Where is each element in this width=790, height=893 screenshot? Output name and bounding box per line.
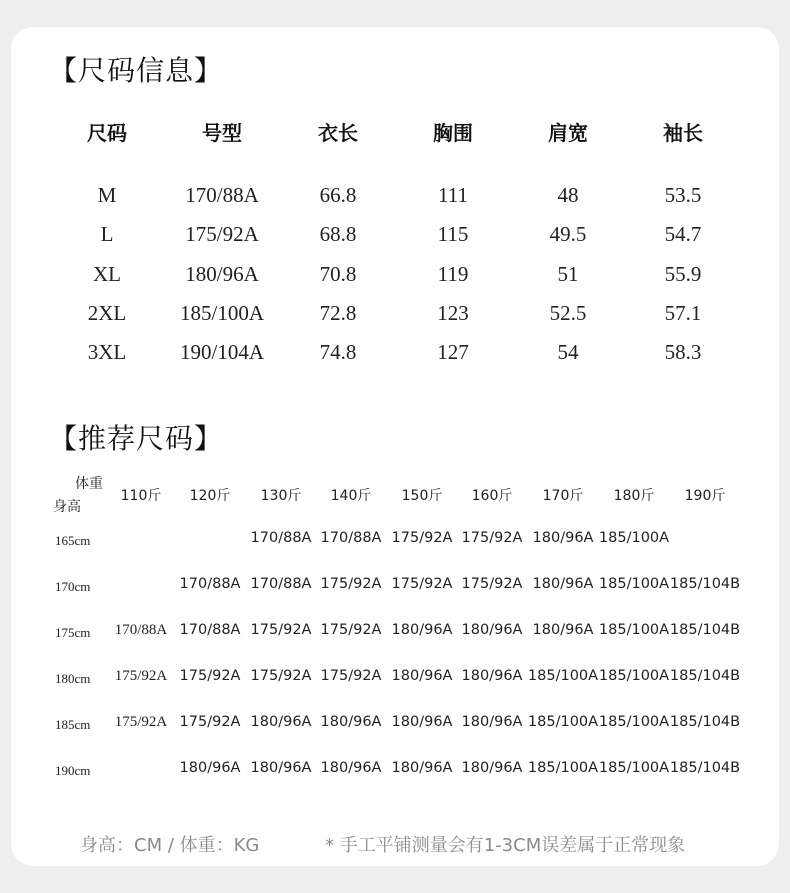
size-info-cell: 115 [437, 222, 469, 247]
recommend-cell: 180/96A [461, 714, 523, 730]
weight-header-cell: 150斤 [401, 488, 443, 504]
recommend-cell: 175/92A [320, 622, 382, 638]
recommend-cell: 170/88A [179, 576, 241, 592]
recommend-cell: 180/96A [179, 760, 241, 776]
recommend-cell: 185/104B [669, 622, 741, 638]
recommend-cell: 185/100A [598, 576, 670, 592]
size-info-header-cell: 胸围 [433, 121, 473, 145]
size-info-cell: 170/88A [185, 183, 259, 207]
recommend-title: 【推荐尺码】 [49, 422, 224, 455]
size-info-cell: 48 [557, 183, 579, 207]
size-info-cell: 68.8 [319, 222, 357, 247]
size-info-cell: 127 [437, 340, 469, 365]
size-info-cell: 123 [437, 300, 469, 325]
size-info-cell: 54 [557, 340, 579, 365]
recommend-cell: 180/96A [391, 760, 453, 776]
size-info-header-cell: 衣长 [318, 121, 358, 145]
weight-header-cell: 110斤 [120, 488, 162, 504]
weight-header-cell: 170斤 [542, 488, 584, 504]
size-info-title: 【尺码信息】 [49, 54, 224, 87]
recommend-cell: 175/92A [391, 530, 453, 546]
recommend-cell: 170/88A [250, 530, 312, 546]
recommend-cell: 180/96A [532, 576, 594, 592]
recommend-cell: 175/92A [250, 668, 312, 684]
recommend-cell: 175/92A [320, 576, 382, 592]
recommend-cell: 180/96A [320, 760, 382, 776]
recommend-cell: 180/96A [461, 668, 523, 684]
size-info-cell: 72.8 [319, 300, 357, 325]
height-label: 180cm [55, 671, 91, 686]
units-note: 身高：CM / 体重：KG [80, 835, 260, 856]
size-info-cell: 2XL [87, 300, 127, 325]
recommend-cell: 170/88A [114, 622, 168, 638]
recommend-cell: 180/96A [391, 714, 453, 730]
recommend-cell: 180/96A [461, 622, 523, 638]
size-info-cell: 180/96A [185, 261, 259, 286]
recommend-cell: 180/96A [461, 760, 523, 776]
size-info-cell: 119 [437, 261, 469, 286]
weight-header-cell: 140斤 [330, 488, 372, 504]
height-label: 170cm [55, 579, 91, 594]
size-info-cell: 58.3 [664, 340, 702, 365]
recommend-row [11, 622, 779, 646]
recommend-cell: 185/100A [527, 668, 599, 684]
size-info-cell: 3XL [87, 340, 127, 365]
weight-header-cell: 190斤 [684, 488, 726, 504]
recommend-cell: 170/88A [320, 530, 382, 546]
height-label: 190cm [55, 763, 91, 778]
size-info-header-cell: 尺码 [87, 121, 127, 145]
measurement-note: * 手工平铺测量会有1-3CM误差属于正常现象 [325, 835, 686, 856]
size-info-cell: 111 [438, 183, 468, 207]
recommend-cell: 180/96A [250, 760, 312, 776]
recommend-cell: 175/92A [250, 622, 312, 638]
size-info-cell: 66.8 [319, 183, 357, 207]
recommend-cell: 175/92A [461, 576, 523, 592]
recommend-cell: 180/96A [532, 530, 594, 546]
recommend-row [11, 668, 779, 692]
corner-weight-label: 体重 [75, 476, 103, 492]
corner-height-label: 身高 [53, 499, 81, 515]
size-info-cell: 70.8 [319, 261, 357, 286]
recommend-row [11, 576, 779, 600]
recommend-row [11, 714, 779, 738]
recommend-cell: 185/104B [669, 714, 741, 730]
size-info-header-cell: 袖长 [663, 121, 703, 145]
size-info-row [11, 301, 779, 331]
recommend-cell: 170/88A [179, 622, 241, 638]
size-info-cell: 185/100A [180, 300, 264, 325]
weight-header-cell: 160斤 [471, 488, 513, 504]
recommend-cell: 175/92A [320, 668, 382, 684]
weight-header-cell: 180斤 [613, 488, 655, 504]
recommend-cell: 175/92A [179, 668, 241, 684]
recommend-cell: 185/100A [598, 530, 670, 546]
recommend-cell: 185/104B [669, 668, 741, 684]
recommend-cell: 185/100A [598, 714, 670, 730]
size-info-cell: XL [93, 261, 121, 286]
weight-header-cell: 120斤 [189, 488, 231, 504]
recommend-cell: 185/100A [598, 622, 670, 638]
size-info-cell: L [100, 222, 114, 247]
recommend-cell: 180/96A [391, 622, 453, 638]
size-info-header-cell: 肩宽 [548, 121, 588, 145]
size-info-row [11, 340, 779, 370]
recommend-cell: 185/100A [598, 760, 670, 776]
recommend-cell: 175/92A [391, 576, 453, 592]
size-info-cell: 53.5 [664, 183, 702, 207]
size-info-cell: 49.5 [549, 222, 587, 247]
size-info-cell: M [97, 183, 117, 207]
size-info-cell: 175/92A [185, 222, 259, 247]
recommend-cell: 180/96A [391, 668, 453, 684]
size-info-row [11, 222, 779, 252]
weight-header-cell: 130斤 [260, 488, 302, 504]
recommend-row [11, 760, 779, 784]
recommend-cell: 175/92A [461, 530, 523, 546]
size-info-row [11, 262, 779, 292]
size-info-header-cell: 号型 [202, 121, 242, 145]
recommend-cell: 175/92A [114, 714, 168, 730]
size-info-row [11, 183, 779, 213]
recommend-cell: 180/96A [250, 714, 312, 730]
size-info-header-row [11, 117, 779, 147]
recommend-cell: 180/96A [532, 622, 594, 638]
recommend-cell: 175/92A [179, 714, 241, 730]
height-label: 185cm [55, 717, 91, 732]
recommend-cell: 175/92A [114, 668, 168, 684]
recommend-cell: 170/88A [250, 576, 312, 592]
recommend-cell: 185/104B [669, 576, 741, 592]
size-info-cell: 57.1 [664, 300, 702, 325]
size-info-cell: 74.8 [319, 340, 357, 365]
recommend-cell: 185/104B [669, 760, 741, 776]
size-info-cell: 54.7 [664, 222, 702, 247]
recommend-cell: 180/96A [320, 714, 382, 730]
recommend-cell: 185/100A [527, 760, 599, 776]
size-info-cell: 51 [557, 261, 579, 286]
height-label: 165cm [55, 533, 91, 548]
recommend-cell: 185/100A [598, 668, 670, 684]
size-info-cell: 55.9 [664, 261, 702, 286]
size-info-cell: 190/104A [180, 340, 264, 365]
recommend-cell: 185/100A [527, 714, 599, 730]
recommend-row [11, 530, 779, 554]
height-label: 175cm [55, 625, 91, 640]
size-chart-card [11, 27, 779, 866]
size-info-cell: 52.5 [549, 300, 587, 325]
